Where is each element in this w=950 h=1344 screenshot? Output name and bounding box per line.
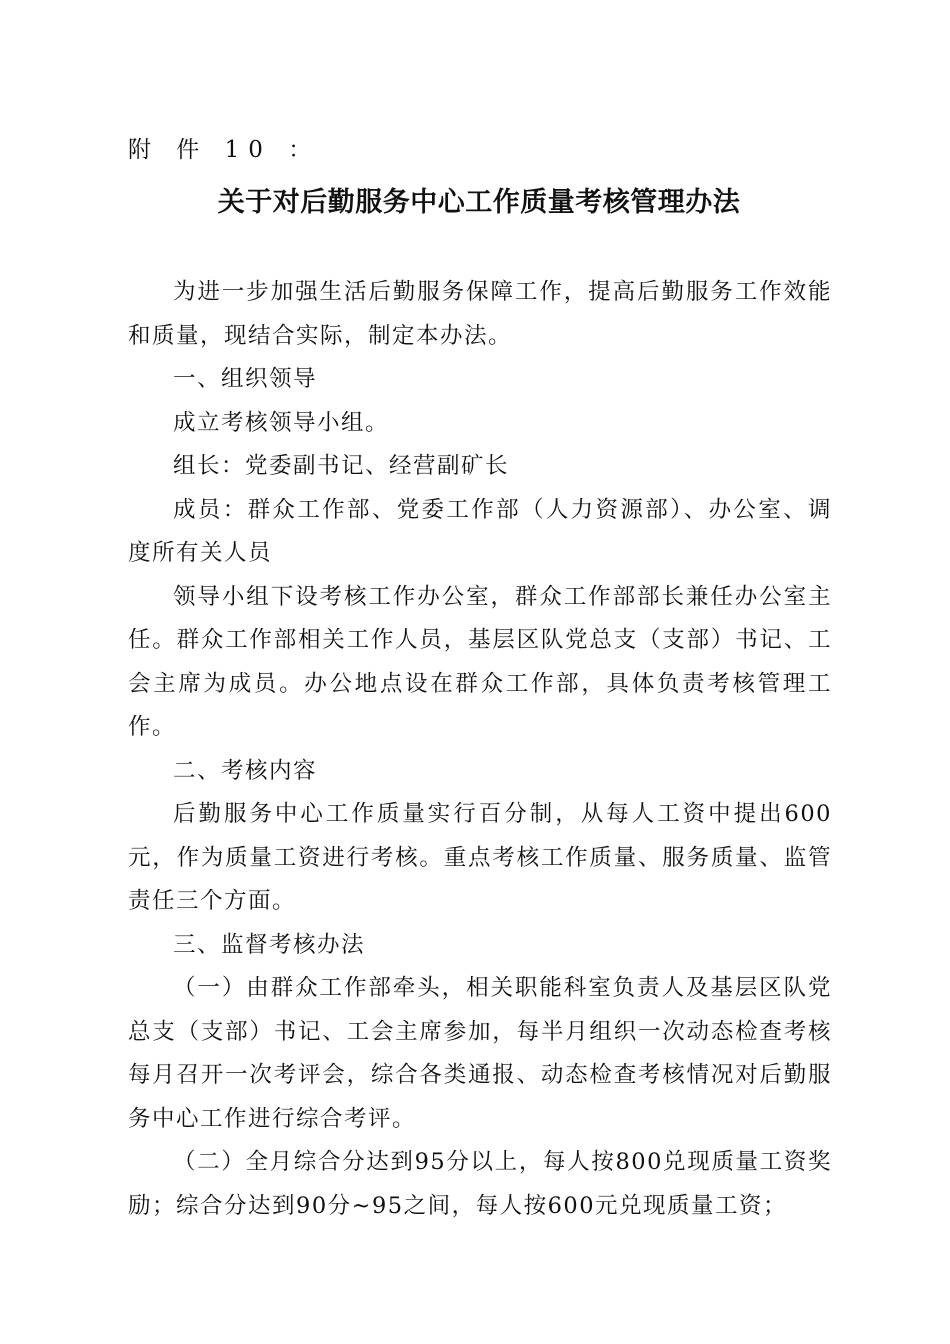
- section-heading-content: 二、考核内容: [173, 757, 318, 784]
- paragraph-method-2: （二）全月综合分达到95分以上，每人按800兑现质量工资奖励；综合分达到90分~95之间，每人按600元兑现质量工资；: [128, 1149, 832, 1219]
- paragraph-method-1: （一）由群众工作部牵头，相关职能科室负责人及基层区队党总支（支部）书记、工会主席参加，每半月组织一次动态检查考核每月召开一次考评会，综合各类通报、动态检查考核情况对后勤服务中心工作进行综合考评。: [128, 975, 832, 1132]
- paragraph-office: 领导小组下设考核工作办公室，群众工作部部长兼任办公室主任。群众工作部相关工作人员，基层区队党总支（支部）书记、工会主席为成员。办公地点设在群众工作部，具体负责考核管理工作。: [128, 583, 832, 740]
- document-title: 关于对后勤服务中心工作质量考核管理办法: [217, 187, 741, 218]
- section-heading-organization: 一、组织领导: [173, 366, 318, 392]
- section-heading-method: 三、监督考核办法: [173, 931, 366, 958]
- paragraph-leader: 组长：党委副书记、经营副矿长: [173, 453, 510, 479]
- paragraph-group: 成立考核领导小组。: [173, 409, 390, 436]
- attachment-label: 附 件 10 ：: [128, 137, 321, 163]
- paragraph-intro: 为进一步加强生活后勤服务保障工作，提高后勤服务工作效能和质量，现结合实际，制定本办法。: [128, 279, 832, 349]
- document-body: [128, 271, 832, 1228]
- paragraph-members: 成员：群众工作部、党委工作部（人力资源部）、办公室、调度所有关人员: [128, 496, 832, 566]
- paragraph-content: 后勤服务中心工作质量实行百分制，从每人工资中提出600元，作为质量工资进行考核。重点考核工作质量、服务质量、监管责任三个方面。: [128, 801, 832, 914]
